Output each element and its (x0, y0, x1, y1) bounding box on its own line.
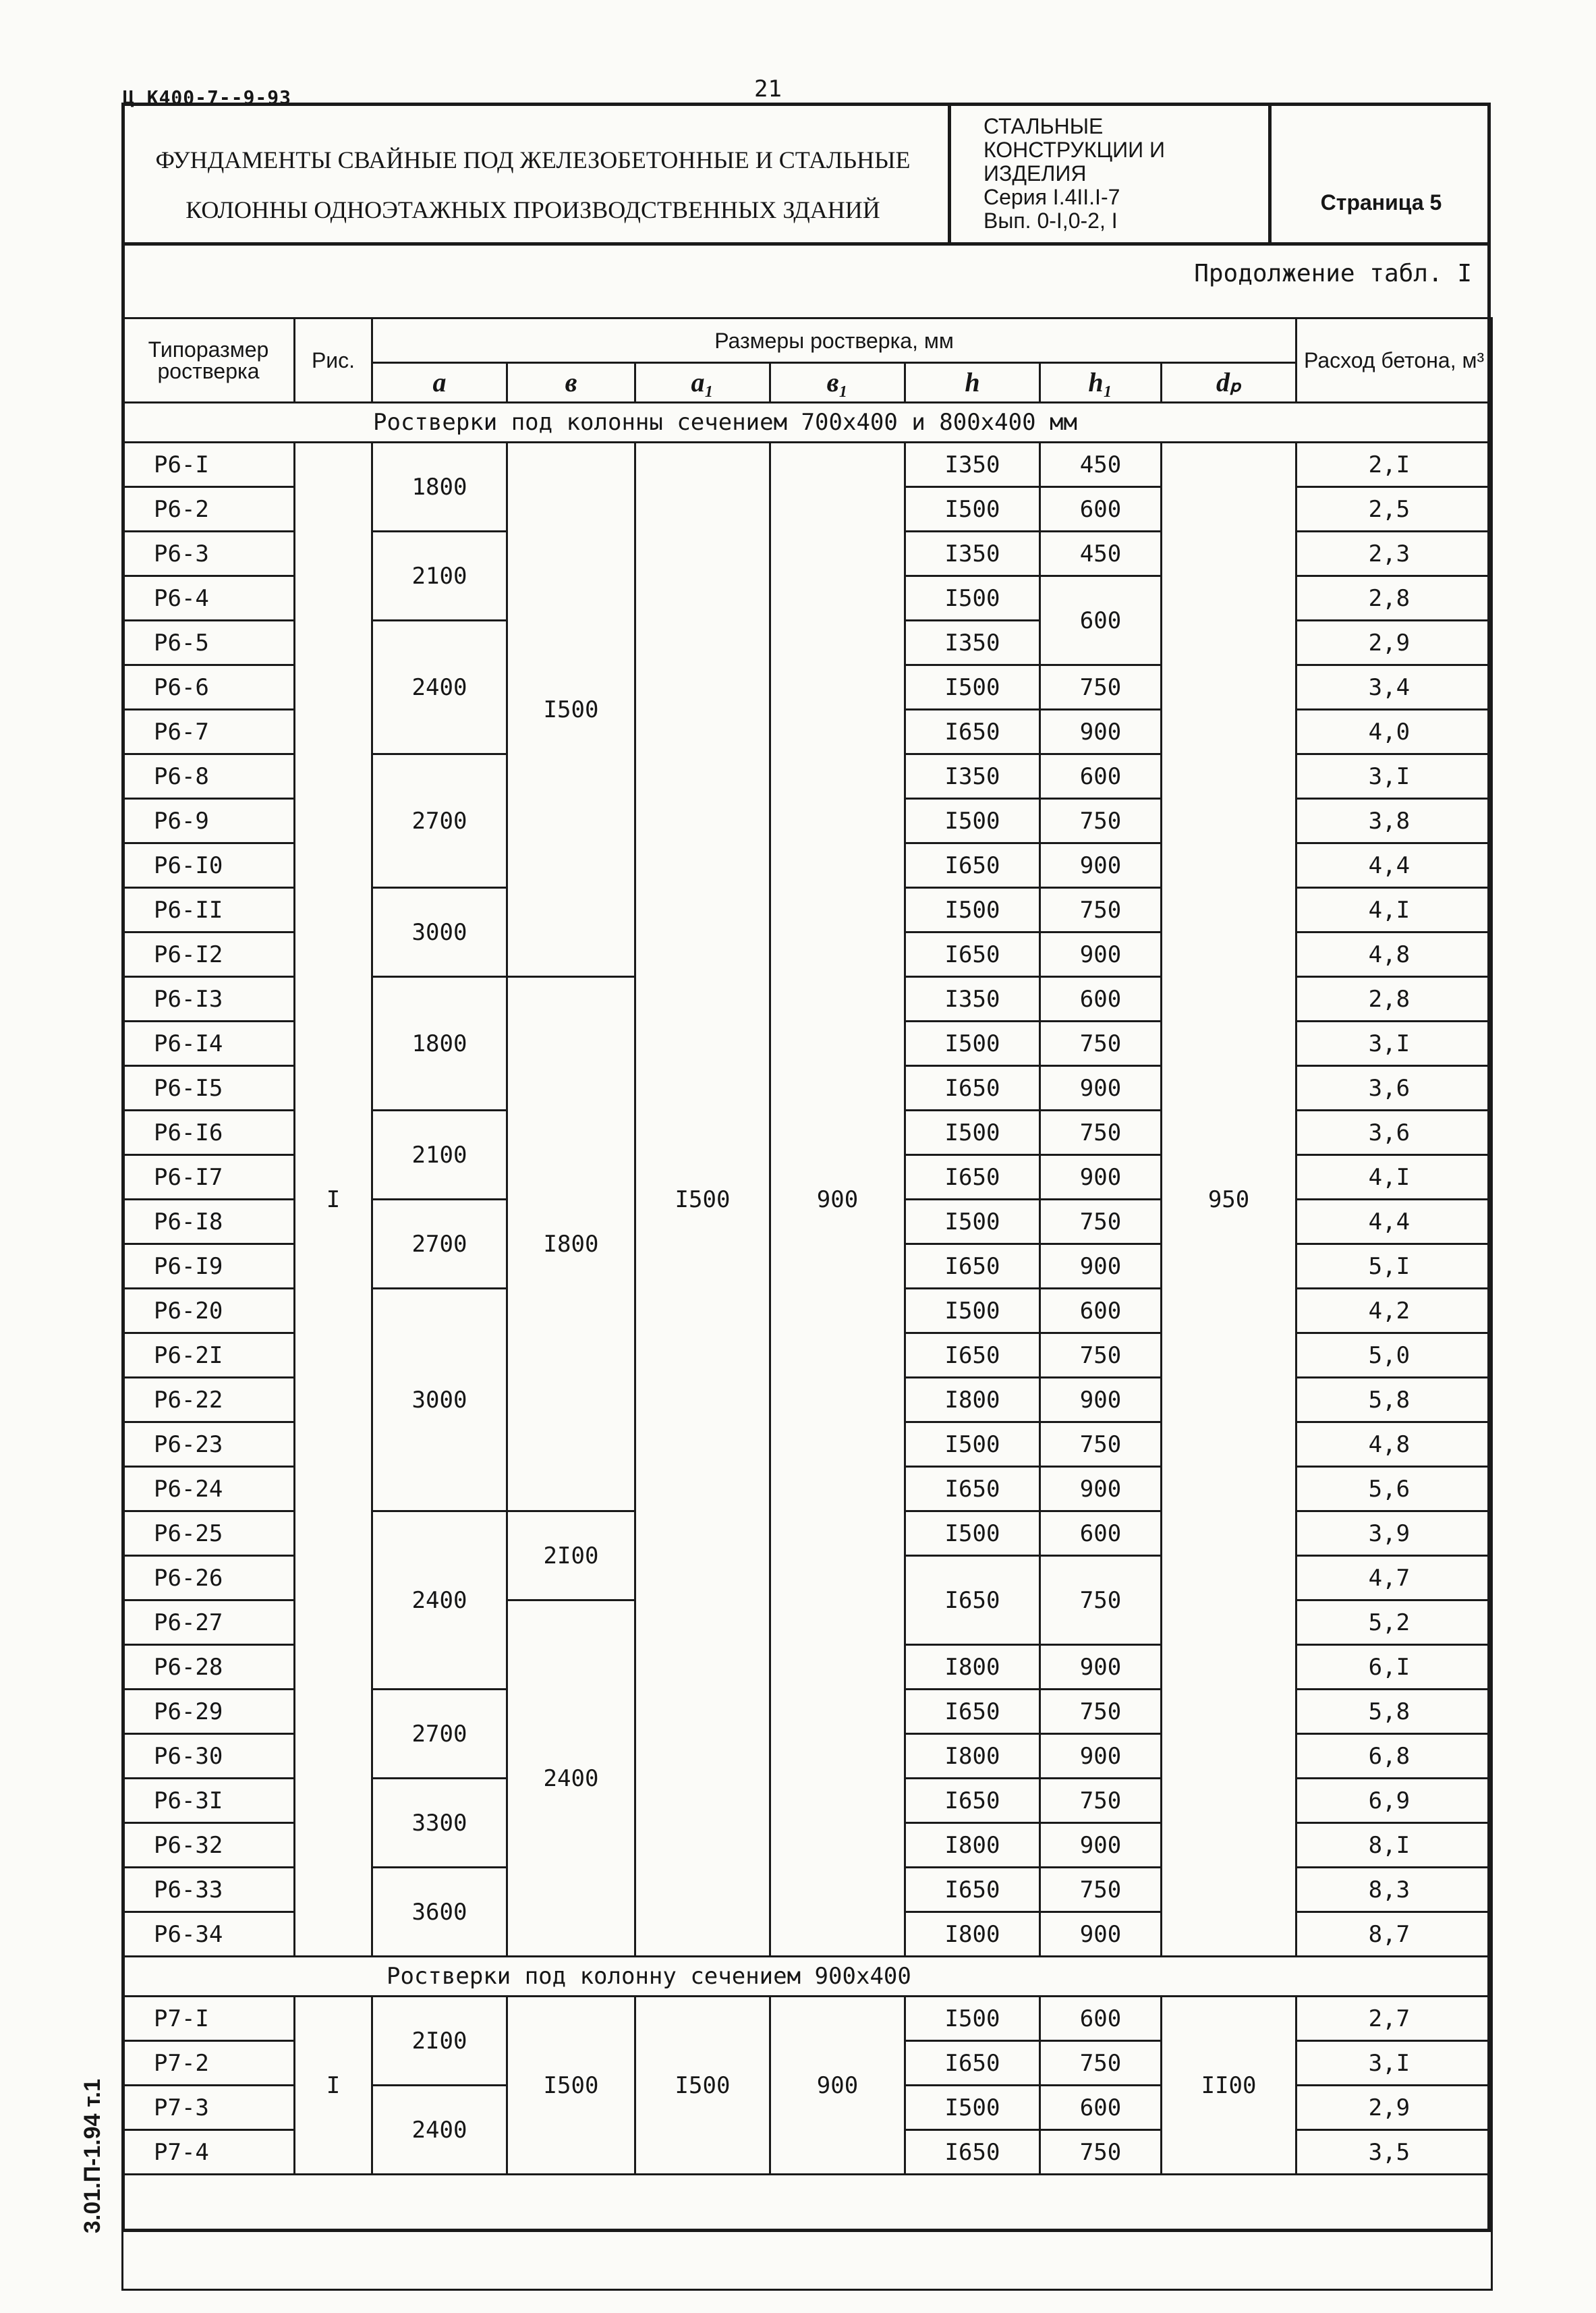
series-block (984, 115, 1260, 233)
pile-cap-type: Р6-I6 (123, 1111, 295, 1155)
pile-cap-type: Р6-28 (123, 1645, 295, 1690)
dim-h: I650 (905, 1155, 1040, 1200)
dim-h1: 900 (1040, 1645, 1162, 1690)
dim-h1: 750 (1040, 1111, 1162, 1155)
dim-h: I500 (905, 1111, 1040, 1155)
concrete-volume: 4,0 (1296, 710, 1492, 754)
dim-h1: 750 (1040, 1422, 1162, 1467)
dim-h1: 900 (1040, 1244, 1162, 1289)
dim-h1: 750 (1040, 1200, 1162, 1244)
dim-h1: 900 (1040, 1912, 1162, 1957)
dim-h1: 900 (1040, 1155, 1162, 1200)
concrete-volume: 2,8 (1296, 977, 1492, 1022)
dim-b1: 900 (770, 1997, 905, 2175)
dim-h1: 900 (1040, 1066, 1162, 1111)
pile-cap-type: Р6-33 (123, 1868, 295, 1912)
pile-cap-type: Р6-25 (123, 1511, 295, 1556)
dim-h: I800 (905, 1645, 1040, 1690)
symbol-b: в (507, 363, 635, 403)
dim-h1: 600 (1040, 487, 1162, 532)
dim-h1: 600 (1040, 2086, 1162, 2130)
pile-cap-type: Р6-7 (123, 710, 295, 754)
symbol-a1: a₁ (635, 363, 770, 403)
dim-h: I350 (905, 621, 1040, 665)
symbol-dp: dₚ (1162, 363, 1296, 403)
dim-h1: 900 (1040, 843, 1162, 888)
pile-cap-type: Р7-I (123, 1997, 295, 2041)
dim-h1: 750 (1040, 665, 1162, 710)
table-row (123, 1957, 1492, 1997)
pile-cap-type: Р6-I0 (123, 843, 295, 888)
concrete-volume: 3,I (1296, 754, 1492, 799)
dim-h1: 600 (1040, 576, 1162, 665)
dim-a: 3600 (372, 1868, 507, 1957)
symbol-h: h (905, 363, 1040, 403)
dim-h: I500 (905, 1200, 1040, 1244)
dim-b1: 900 (770, 443, 905, 1957)
concrete-volume: 3,I (1296, 1022, 1492, 1066)
dim-b: I500 (507, 1997, 635, 2175)
concrete-volume: 4,I (1296, 1155, 1492, 1200)
dim-h: I800 (905, 1823, 1040, 1868)
pile-cap-type: Р6-27 (123, 1600, 295, 1645)
pile-cap-type: Р6-20 (123, 1289, 295, 1333)
pile-cap-type: Р6-29 (123, 1690, 295, 1734)
table-row (123, 443, 1492, 487)
pile-cap-type: Р6-I3 (123, 977, 295, 1022)
dim-h: I350 (905, 443, 1040, 487)
dim-h1: 450 (1040, 443, 1162, 487)
dim-h: I500 (905, 799, 1040, 843)
pile-cap-type: Р6-2 (123, 487, 295, 532)
concrete-volume: 3,6 (1296, 1111, 1492, 1155)
dim-h: I650 (905, 1779, 1040, 1823)
dim-h1: 750 (1040, 1556, 1162, 1645)
dim-h: I500 (905, 576, 1040, 621)
pile-cap-type: Р6-34 (123, 1912, 295, 1957)
pile-cap-type: Р6-4 (123, 576, 295, 621)
concrete-volume: 6,8 (1296, 1734, 1492, 1779)
concrete-volume: 2,8 (1296, 576, 1492, 621)
dim-h: I500 (905, 665, 1040, 710)
concrete-volume: 3,5 (1296, 2130, 1492, 2175)
pile-cap-type: Р6-I2 (123, 932, 295, 977)
concrete-volume: 3,6 (1296, 1066, 1492, 1111)
dim-h: I800 (905, 1912, 1040, 1957)
concrete-volume: 5,6 (1296, 1467, 1492, 1511)
dim-h1: 750 (1040, 1690, 1162, 1734)
pile-cap-type: Р6-26 (123, 1556, 295, 1600)
pile-cap-type: Р7-2 (123, 2041, 295, 2086)
figure-number: I (295, 1997, 372, 2175)
table-empty-row (123, 2175, 1492, 2290)
dim-h: I650 (905, 1556, 1040, 1645)
dim-b: I500 (507, 443, 635, 977)
dim-a1: I500 (635, 1997, 770, 2175)
dim-h: I500 (905, 1511, 1040, 1556)
pile-cap-type: Р6-23 (123, 1422, 295, 1467)
dim-h1: 750 (1040, 1868, 1162, 1912)
concrete-volume: 5,0 (1296, 1333, 1492, 1378)
dim-h: I500 (905, 888, 1040, 932)
concrete-volume: 4,2 (1296, 1289, 1492, 1333)
header-fig: Рис. (295, 318, 372, 403)
dim-a: 2700 (372, 1690, 507, 1779)
dim-h1: 450 (1040, 532, 1162, 576)
section-title-b: Ростверки под колонну сечением 900x400 (123, 1957, 1492, 1997)
dim-h1: 750 (1040, 799, 1162, 843)
pile-cap-type: Р6-22 (123, 1378, 295, 1422)
table-continuation-label: Продолжение табл. I (1194, 260, 1472, 287)
dim-a: 3000 (372, 888, 507, 977)
concrete-volume: 5,I (1296, 1244, 1492, 1289)
concrete-volume: 4,4 (1296, 1200, 1492, 1244)
dim-h1: 900 (1040, 710, 1162, 754)
concrete-volume: 8,I (1296, 1823, 1492, 1868)
dim-h1: 750 (1040, 2041, 1162, 2086)
symbol-a: a (372, 363, 507, 403)
dim-h1: 750 (1040, 1022, 1162, 1066)
dim-a: 3000 (372, 1289, 507, 1511)
dim-h: I650 (905, 843, 1040, 888)
series-label: Серия I.4II.I-7 (984, 185, 1120, 209)
pile-cap-type: Р7-4 (123, 2130, 295, 2175)
concrete-volume: 4,8 (1296, 932, 1492, 977)
dim-b: 2400 (507, 1600, 635, 1957)
dim-b: I800 (507, 977, 635, 1511)
dim-h: I650 (905, 1244, 1040, 1289)
dim-a: 3300 (372, 1779, 507, 1868)
pile-cap-type: Р6-I5 (123, 1066, 295, 1111)
concrete-volume: 3,8 (1296, 799, 1492, 843)
header-dimensions: Размеры ростверка, мм (372, 318, 1296, 363)
dim-a: 2700 (372, 754, 507, 888)
pile-cap-type: Р6-I9 (123, 1244, 295, 1289)
pile-cap-type: Р6-6 (123, 665, 295, 710)
side-stamp: 3.01.П-1.94 т.1 (80, 2078, 105, 2233)
concrete-volume: 3,I (1296, 2041, 1492, 2086)
header-concrete-volume: Расход бетона, м³ (1296, 318, 1492, 403)
dim-h: I500 (905, 2086, 1040, 2130)
pile-cap-dimensions-table (121, 317, 1493, 2291)
dim-h1: 600 (1040, 754, 1162, 799)
pile-cap-type: Р7-3 (123, 2086, 295, 2130)
concrete-volume: 2,5 (1296, 487, 1492, 532)
dim-h1: 900 (1040, 932, 1162, 977)
dim-h: I500 (905, 1022, 1040, 1066)
dim-h: I650 (905, 1690, 1040, 1734)
dim-a1: I500 (635, 443, 770, 1957)
pile-cap-type: Р6-24 (123, 1467, 295, 1511)
dim-a: 2100 (372, 1111, 507, 1200)
dim-dp: II00 (1162, 1997, 1296, 2175)
dim-a: 2100 (372, 532, 507, 621)
issue-label: Вып. 0-I,0-2, I (984, 208, 1118, 233)
pile-cap-type: Р6-32 (123, 1823, 295, 1868)
dim-h: I800 (905, 1378, 1040, 1422)
dim-a: 2I00 (372, 1997, 507, 2086)
concrete-volume: 2,I (1296, 443, 1492, 487)
dim-h: I650 (905, 710, 1040, 754)
pile-cap-type: Р6-I4 (123, 1022, 295, 1066)
dim-h: I800 (905, 1734, 1040, 1779)
concrete-volume: 2,9 (1296, 621, 1492, 665)
concrete-volume: 2,7 (1296, 1997, 1492, 2041)
dim-h: I500 (905, 1422, 1040, 1467)
dim-h1: 900 (1040, 1734, 1162, 1779)
category-line-3: ИЗДЕЛИЯ (984, 161, 1087, 186)
header-type: Типоразмер ростверка (123, 318, 295, 403)
dim-h1: 900 (1040, 1823, 1162, 1868)
dim-a: 2700 (372, 1200, 507, 1289)
concrete-volume: 2,3 (1296, 532, 1492, 576)
dim-h1: 750 (1040, 1779, 1162, 1823)
dim-dp: 950 (1162, 443, 1296, 1957)
concrete-volume: 8,7 (1296, 1912, 1492, 1957)
symbol-h1: h₁ (1040, 363, 1162, 403)
concrete-volume: 6,I (1296, 1645, 1492, 1690)
concrete-volume: 6,9 (1296, 1779, 1492, 1823)
dim-h1: 600 (1040, 977, 1162, 1022)
document-title (135, 135, 931, 235)
dim-h: I650 (905, 1333, 1040, 1378)
dim-h: I650 (905, 1467, 1040, 1511)
dim-h1: 750 (1040, 1333, 1162, 1378)
empty-cell (123, 2175, 1492, 2290)
dim-h: I350 (905, 532, 1040, 576)
pile-cap-type: Р6-II (123, 888, 295, 932)
category-line-2: КОНСТРУКЦИИ И (984, 138, 1166, 162)
dim-h: I650 (905, 2130, 1040, 2175)
dim-h1: 900 (1040, 1378, 1162, 1422)
concrete-volume: 3,4 (1296, 665, 1492, 710)
pile-cap-type: Р6-9 (123, 799, 295, 843)
concrete-volume: 4,4 (1296, 843, 1492, 888)
page-number: 21 (754, 76, 782, 103)
pile-cap-type: Р6-3I (123, 1779, 295, 1823)
concrete-volume: 5,2 (1296, 1600, 1492, 1645)
dim-a: 1800 (372, 443, 507, 532)
dim-a: 2400 (372, 2086, 507, 2175)
dim-b: 2I00 (507, 1511, 635, 1600)
dim-h: I650 (905, 1066, 1040, 1111)
dim-h1: 600 (1040, 1289, 1162, 1333)
pile-cap-type: Р6-8 (123, 754, 295, 799)
pile-cap-type: Р6-30 (123, 1734, 295, 1779)
concrete-volume: 8,3 (1296, 1868, 1492, 1912)
concrete-volume: 4,I (1296, 888, 1492, 932)
dim-a: 2400 (372, 621, 507, 754)
page-label: Страница 5 (1320, 190, 1442, 215)
title-line-2: КОЛОННЫ ОДНОЭТАЖНЫХ ПРОИЗВОДСТВЕННЫХ ЗДАНИЙ (186, 196, 880, 223)
section-title-a: Ростверки под колонны сечением 700x400 и 800x400 мм (123, 403, 1492, 443)
pile-cap-type: Р6-2I (123, 1333, 295, 1378)
category-line-1: СТАЛЬНЫЕ (984, 114, 1104, 138)
dim-h1: 600 (1040, 1511, 1162, 1556)
table-row (123, 1997, 1492, 2041)
dim-h1: 750 (1040, 2130, 1162, 2175)
pile-cap-type: Р6-5 (123, 621, 295, 665)
dim-h: I650 (905, 932, 1040, 977)
dim-h1: 750 (1040, 888, 1162, 932)
dim-h: I500 (905, 1997, 1040, 2041)
dim-h1: 900 (1040, 1467, 1162, 1511)
pile-cap-type: Р6-I (123, 443, 295, 487)
title-line-1: ФУНДАМЕНТЫ СВАЙНЫЕ ПОД ЖЕЛЕЗОБЕТОННЫЕ И СТАЛЬНЫЕ (155, 146, 911, 173)
symbol-b1: в₁ (770, 363, 905, 403)
concrete-volume: 5,8 (1296, 1690, 1492, 1734)
table-body (123, 318, 1492, 2290)
dim-h1: 600 (1040, 1997, 1162, 2041)
dim-h: I350 (905, 977, 1040, 1022)
concrete-volume: 2,9 (1296, 2086, 1492, 2130)
pile-cap-type: Р6-3 (123, 532, 295, 576)
concrete-volume: 4,8 (1296, 1422, 1492, 1467)
concrete-volume: 4,7 (1296, 1556, 1492, 1600)
dim-a: 2400 (372, 1511, 507, 1690)
dim-a: 1800 (372, 977, 507, 1111)
dim-h: I350 (905, 754, 1040, 799)
title-block-divider (1268, 103, 1272, 246)
concrete-volume: 5,8 (1296, 1378, 1492, 1422)
dim-h: I500 (905, 1289, 1040, 1333)
pile-cap-type: Р6-I8 (123, 1200, 295, 1244)
dim-h: I650 (905, 2041, 1040, 2086)
pile-cap-type: Р6-I7 (123, 1155, 295, 1200)
title-block-divider (948, 103, 951, 246)
document-code: Ц К400-7--9-93 (123, 86, 292, 109)
concrete-volume: 3,9 (1296, 1511, 1492, 1556)
dim-h: I650 (905, 1868, 1040, 1912)
figure-number: I (295, 443, 372, 1957)
dim-h: I500 (905, 487, 1040, 532)
